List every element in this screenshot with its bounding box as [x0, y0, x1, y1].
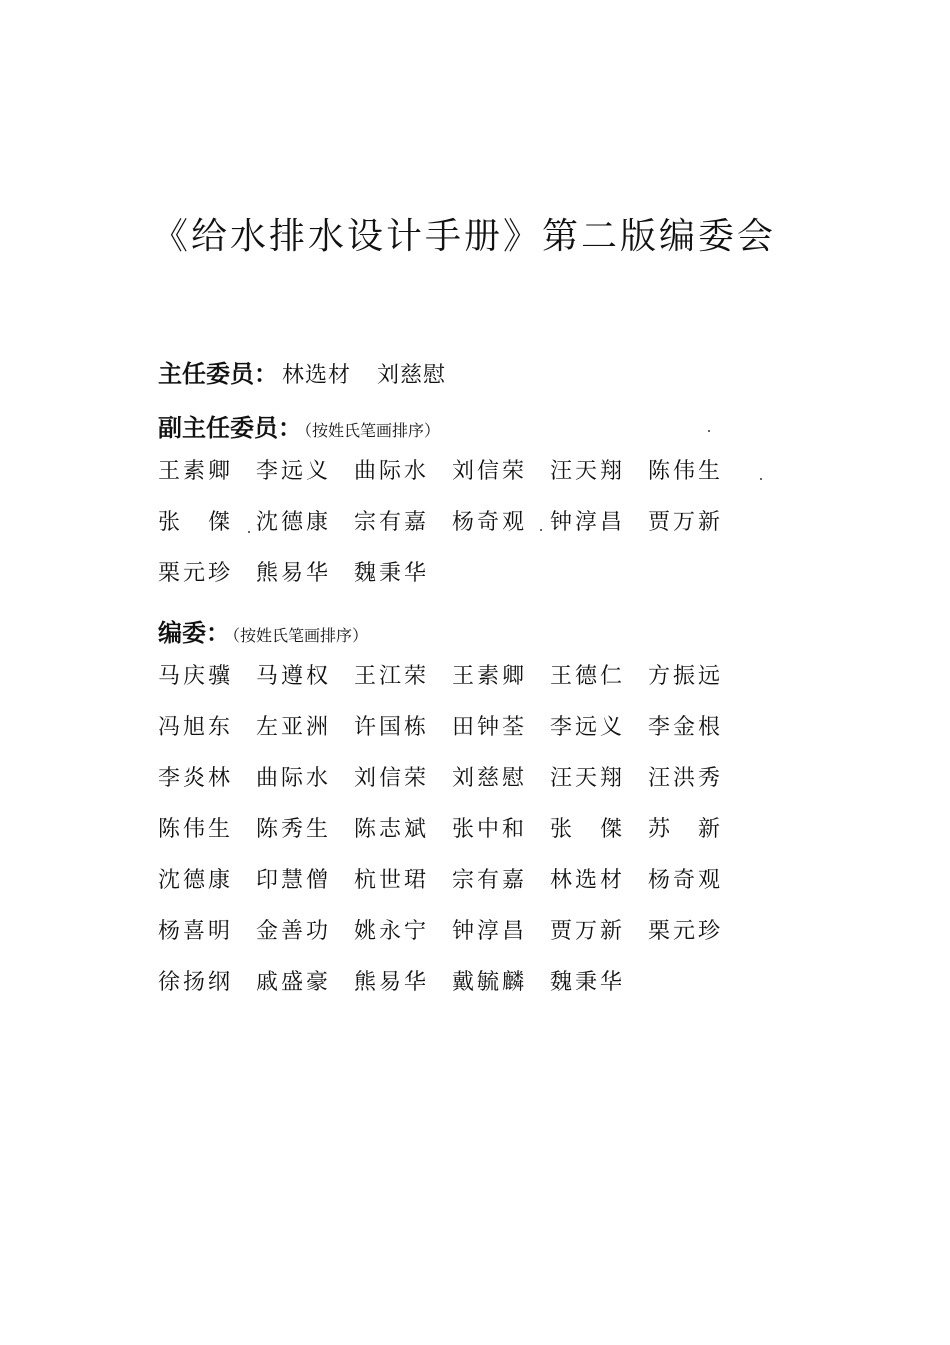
member-name: 李金根 [648, 715, 724, 740]
member-name: 林选材 [550, 868, 626, 893]
member-name: 马庆骥 [158, 664, 234, 689]
vice-directors-heading [158, 408, 440, 443]
member-name: 苏 新 [648, 817, 724, 842]
member-name: 杭世珺 [354, 868, 430, 893]
member-name: 田钟荃 [452, 715, 528, 740]
member-name: 张 傑 [550, 817, 626, 842]
members-label: 编委： [158, 619, 230, 647]
member-name: 刘信荣 [354, 766, 430, 791]
vice-director-name: 魏秉华 [354, 561, 430, 586]
member-name: 汪天翔 [550, 766, 626, 791]
director-name: 刘慈慰 [377, 363, 447, 388]
member-name: 姚永宁 [354, 919, 430, 944]
member-name: 杨奇观 [648, 868, 724, 893]
member-name: 陈秀生 [256, 817, 332, 842]
member-name: 熊易华 [354, 970, 430, 995]
member-name: 李炎林 [158, 766, 234, 791]
vice-directors-note: （按姓氏笔画排序） [304, 421, 441, 440]
members-note: （按姓氏笔画排序） [232, 626, 369, 645]
scan-speck [248, 531, 250, 533]
vice-director-name: 沈德康 [256, 510, 332, 535]
vice-director-name: 栗元珍 [158, 561, 234, 586]
member-name: 许国栋 [354, 715, 430, 740]
scan-speck [540, 529, 542, 531]
member-name: 栗元珍 [648, 919, 724, 944]
vice-director-name: 陈伟生 [648, 459, 724, 484]
vice-director-name: 杨奇观 [452, 510, 528, 535]
member-name: 杨喜明 [158, 919, 234, 944]
member-name: 戚盛豪 [256, 970, 332, 995]
member-name: 冯旭东 [158, 715, 234, 740]
member-name: 方振远 [648, 664, 724, 689]
vice-directors-label: 副主任委员： [158, 414, 302, 442]
member-name: 徐扬纲 [158, 970, 234, 995]
member-name: 刘慈慰 [452, 766, 528, 791]
member-name: 左亚洲 [256, 715, 332, 740]
vice-director-name: 钟淳昌 [550, 510, 626, 535]
member-name: 戴毓麟 [452, 970, 528, 995]
director-names [282, 363, 446, 388]
member-name: 汪洪秀 [648, 766, 724, 791]
members-list [158, 662, 746, 1019]
member-name: 张中和 [452, 817, 528, 842]
vice-director-name: 贾万新 [648, 510, 724, 535]
member-name: 魏秉华 [550, 970, 626, 995]
scan-speck [708, 430, 710, 432]
vice-directors-list [158, 457, 746, 610]
member-name: 宗有嘉 [452, 868, 528, 893]
member-name: 沈德康 [158, 868, 234, 893]
vice-director-name: 李远义 [256, 459, 332, 484]
vice-director-name: 王素卿 [158, 459, 234, 484]
member-name: 印慧僧 [256, 868, 332, 893]
director-label: 主任委员： [158, 360, 278, 388]
vice-director-name: 熊易华 [256, 561, 332, 586]
vice-director-name: 宗有嘉 [354, 510, 430, 535]
vice-director-name: 汪天翔 [550, 459, 626, 484]
scan-speck [760, 478, 762, 480]
member-name: 陈志斌 [354, 817, 430, 842]
vice-director-name: 曲际水 [354, 459, 430, 484]
member-name: 王德仁 [550, 664, 626, 689]
director-name: 林选材 [282, 363, 352, 388]
member-name: 曲际水 [256, 766, 332, 791]
page-title: 《给水排水设计手册》第二版编委会 [152, 216, 777, 257]
member-name: 钟淳昌 [452, 919, 528, 944]
member-name: 陈伟生 [158, 817, 234, 842]
member-name: 王江荣 [354, 664, 430, 689]
vice-director-name: 张 傑 [158, 510, 234, 535]
member-name: 金善功 [256, 919, 332, 944]
members-heading [158, 613, 368, 648]
member-name: 王素卿 [452, 664, 528, 689]
vice-director-name: 刘信荣 [452, 459, 528, 484]
member-name: 马遵权 [256, 664, 332, 689]
member-name: 李远义 [550, 715, 626, 740]
director-heading [158, 354, 446, 389]
member-name: 贾万新 [550, 919, 626, 944]
